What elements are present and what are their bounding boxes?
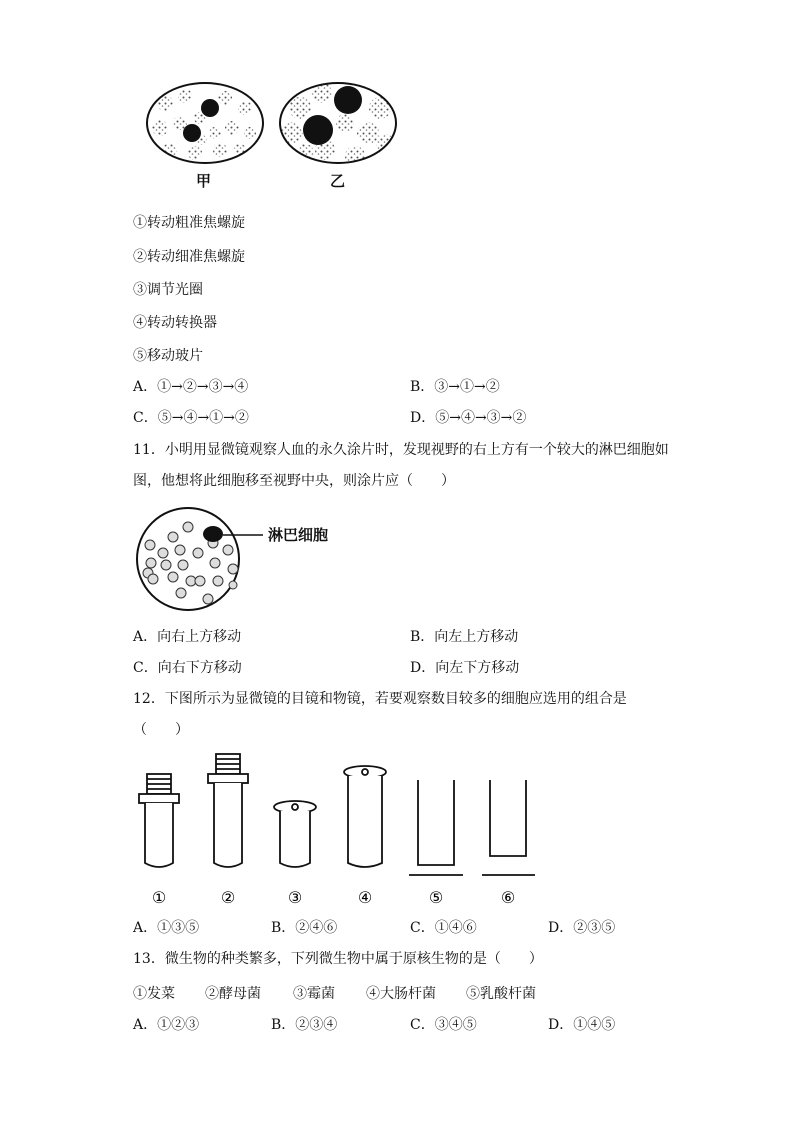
q13-item-5: ⑤乳酸杆菌 bbox=[466, 986, 536, 1002]
q10-step-3: ③调节光圈 bbox=[133, 282, 203, 298]
figure-label-jia: 甲 bbox=[196, 172, 212, 190]
q12-option-d[interactable]: D．②③⑤ bbox=[548, 920, 616, 936]
q13-stem: 13．微生物的种类繁多，下列微生物中属于原核生物的是（ ） bbox=[133, 951, 543, 967]
q10-option-a[interactable]: A．①→②→③→④ bbox=[133, 379, 249, 395]
q13-item-3: ③霉菌 bbox=[293, 986, 335, 1002]
lens-label-6: ⑥ bbox=[500, 888, 516, 907]
lymphocyte-label: 淋巴细胞 bbox=[268, 526, 329, 544]
q10-option-c[interactable]: C．⑤→④→①→② bbox=[133, 410, 249, 426]
q11-option-a[interactable]: A．向右上方移动 bbox=[133, 629, 242, 645]
q10-step-1: ①转动粗准焦螺旋 bbox=[133, 215, 245, 231]
q13-item-4: ④大肠杆菌 bbox=[366, 986, 436, 1002]
q10-step-2: ②转动细准焦螺旋 bbox=[133, 249, 245, 265]
q12-option-b[interactable]: B．②④⑥ bbox=[271, 920, 338, 936]
q11-option-c[interactable]: C．向右下方移动 bbox=[133, 660, 242, 676]
q13-item-1: ①发菜 bbox=[133, 986, 175, 1002]
q11-stem-line1: 11．小明用显微镜观察人血的永久涂片时，发现视野的右上方有一个较大的淋巴细胞如 bbox=[133, 442, 669, 458]
lens-figure bbox=[133, 748, 553, 913]
q12-stem-line1: 12．下图所示为显微镜的目镜和物镜，若要观察数目较多的细胞应选用的组合是 bbox=[133, 691, 627, 707]
q12-option-a[interactable]: A．①③⑤ bbox=[133, 920, 200, 936]
q11-option-d[interactable]: D．向左下方移动 bbox=[410, 660, 520, 676]
q12-stem-line2: （ ） bbox=[133, 722, 189, 738]
lens-label-4: ④ bbox=[357, 888, 373, 907]
blood-smear-figure bbox=[133, 505, 378, 615]
field-of-view-figure bbox=[140, 78, 410, 193]
q12-option-c[interactable]: C．①④⑥ bbox=[410, 920, 477, 936]
figure-label-yi: 乙 bbox=[330, 172, 346, 190]
q13-option-d[interactable]: D．①④⑤ bbox=[548, 1017, 616, 1033]
lens-label-3: ③ bbox=[287, 888, 303, 907]
q10-step-4: ④转动转换器 bbox=[133, 315, 217, 331]
q11-option-b[interactable]: B．向左上方移动 bbox=[410, 629, 519, 645]
lens-label-2: ② bbox=[220, 888, 236, 907]
q13-item-2: ②酵母菌 bbox=[205, 986, 261, 1002]
q13-option-b[interactable]: B．②③④ bbox=[271, 1017, 338, 1033]
q10-option-b[interactable]: B．③→①→② bbox=[410, 379, 500, 395]
q13-option-a[interactable]: A．①②③ bbox=[133, 1017, 200, 1033]
q11-stem-line2: 图，他想将此细胞移至视野中央，则涂片应（ ） bbox=[133, 473, 455, 489]
q10-option-d[interactable]: D．⑤→④→③→② bbox=[410, 410, 527, 426]
lens-label-1: ① bbox=[151, 888, 167, 907]
lens-label-5: ⑤ bbox=[428, 888, 444, 907]
q10-step-5: ⑤移动玻片 bbox=[133, 348, 203, 364]
q13-option-c[interactable]: C．③④⑤ bbox=[410, 1017, 477, 1033]
